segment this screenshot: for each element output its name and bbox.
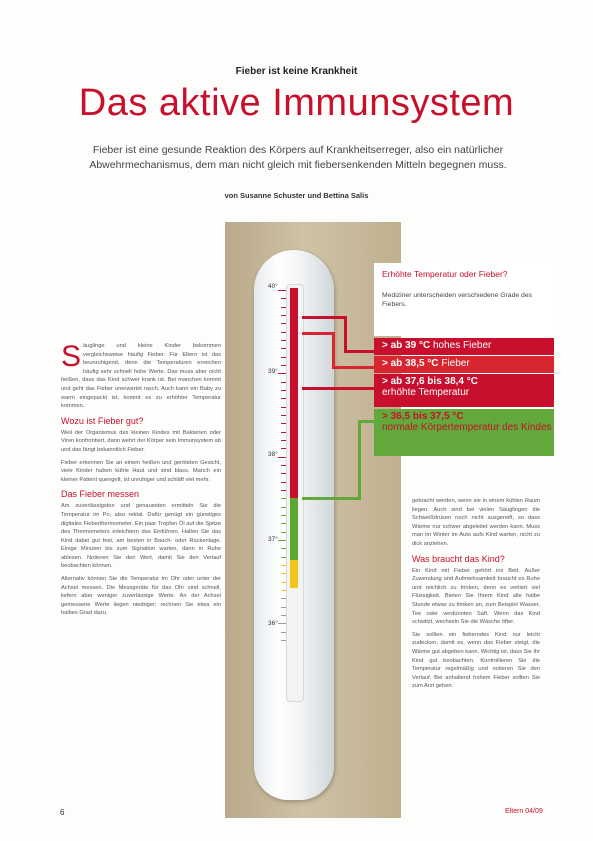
scale-tick [281,323,286,324]
section-heading: Das Fieber messen [61,489,140,500]
mercury-normal [290,498,298,560]
scale-tick [281,482,286,483]
scale-tick [281,573,286,574]
dropcap: S [61,340,82,373]
paragraph: Sie sollten ein fieberndes Kind nur leicht zudecken, damit es, wenn das Fieber steigt, die Wärme gut abgeben kann. Wichtig ist, dass Sie Ihr Kind gut beobachten. Kontrollieren Sie die Temperatur regelmäßig und notieren Sie den Verlauf. Bei anhaltend hohem Fieber sollten Sie zum Arzt gehen. [412,631,540,690]
scale-tick [281,565,286,566]
scale-tick [278,540,286,541]
intro-text: äuglinge und kleine Kinder bekommen vergleichsweise häufig Fieber. Für Eltern ist das beunruhigend, denn die Temperaturen erreichen häufig sehr schnell hohe Werte. Das muss aber nicht heißen, dass das Kind schwer krank ist. Bei manchen kommt und geht das Fieber unerwartet rasch. Auch kann ein Baby zu warm eingepackt ist, kommt es zu erhöhter Temperatur kommen. [61,343,221,410]
scale-tick [281,607,286,608]
connector-line [344,350,374,353]
scale-tick [281,548,286,549]
article-column-left [61,342,221,622]
paragraph: Weil der Organismus des kleinen Kindes mit Bakterien oder Viren konfrontiert, dann wehrt der Körper sein Immunsystem ab und das fängt bekanntlich Fieber. [61,429,221,453]
scale-tick [281,440,286,441]
section-heading: Was braucht das Kind? [412,553,505,564]
fever-band-fever: > ab 38,5 °C Fieber [374,356,554,373]
scale-label-39: 39° [268,368,278,375]
scale-tick [281,598,286,599]
article-standfirst: Fieber ist eine gesunde Reaktion des Körpers auf Krankheitserreger, also ein natürlicher Abwehrmechanismus, dem man nicht gleich mit fiebersenkenden Mitteln begegnen muss. [89,144,507,171]
scale-tick [281,590,286,591]
article-headline: Das aktive Immunsystem [78,82,515,124]
scale-tick [281,432,286,433]
connector-line [302,316,346,319]
scale-label-37: 37° [268,536,278,543]
scale-tick [281,465,286,466]
scale-tick [278,623,286,624]
paragraph: Am zuverlässigsten und genauesten ermitteln Sie die Temperatur im Po, also rektal. Dafür genügt ein günstiges digitales Fieberthermometer. Ein paar Tropfen Öl auf die Spitze des Thermometers erleichtern das Einführen. Halten Sie das Kind dabei gut fest, am besten in Bauch- oder Rückenlage. Einige Minuten bis zum Signalton warten, dann in Ruhe ablesen. Notieren Sie den Wert, damit Sie den Verlauf beobachten können. [61,503,221,570]
section-heading: Wozu ist Fieber gut? [61,415,144,426]
scale-tick [281,507,286,508]
article-byline: von Susanne Schuster und Bettina Salis [224,191,369,200]
scale-tick [281,382,286,383]
fever-band-high: > ab 39 °C hohes Fieber [374,338,554,355]
scale-tick [278,373,286,374]
connector-line [302,497,360,500]
fever-band-elevated: > ab 37,6 bis 38,4 °C erhöhte Temperatur [374,374,554,407]
scale-tick [281,515,286,516]
scale-tick [281,632,286,633]
scale-tick [281,640,286,641]
paragraph: gebracht werden, wenn sie in einem kühlen Raum liegen. Auch sind bei vielen Säuglingen die Schweißdrüsen noch nicht ausgereift, so dass Wärme nur schwer abgeleitet werden kann. Muss man im Winter im Auto aufs Kind warten, nicht zu dick anziehen. [412,498,540,547]
fever-band-normal: > 36,5 bis 37,5 °C normale Körpertemperatur des Kindes [374,409,554,456]
scale-tick [281,298,286,299]
scale-tick [281,315,286,316]
callout-title: Erhöhte Temperatur oder Fieber? [382,269,508,279]
callout-subtitle: Mediziner unterscheiden verschiedene Grade des Fiebers. [382,292,532,308]
scale-tick [281,398,286,399]
mercury-high [290,288,298,498]
magazine-folio: Eltern 04/09 [505,808,543,815]
scale-tick [281,415,286,416]
scale-tick [281,490,286,491]
scale-tick [281,532,286,533]
scale-tick [281,523,286,524]
connector-line [332,332,335,369]
scale-tick [281,582,286,583]
scale-tick [281,498,286,499]
scale-tick [281,448,286,449]
scale-tick [281,615,286,616]
scale-label-36: 36° [268,620,278,627]
scale-tick [281,365,286,366]
scale-tick [281,348,286,349]
scale-label-38: 38° [268,451,278,458]
connector-line [358,420,361,500]
scale-tick [281,557,286,558]
scale-label-40: 40° [268,283,278,290]
mercury-low [290,560,298,588]
scale-tick [281,390,286,391]
scale-tick [281,332,286,333]
connector-line [358,420,374,423]
scale-tick [281,473,286,474]
scale-tick [278,290,286,291]
connector-line [302,332,334,335]
article-column-right [412,497,540,695]
scale-tick [278,457,286,458]
scale-tick [281,307,286,308]
paragraph: Ein Kind mit Fieber gehört ins Bett. Außer Zuwendung und Aufmerksamkeit braucht es Ruhe und reichlich zu trinken, denn es verliert viel Flüssigkeit. Bieten Sie Ihrem Kind alle halbe Stunde etwas zu trinken an, zum Beispiel Wasser, Tee oder verdünnten Saft. Wenn das Kind schwitzt, wechseln Sie die Wäsche öfter. [412,567,540,626]
article-kicker: Fieber ist keine Krankheit [235,66,358,77]
connector-line [332,366,374,369]
connector-line [344,316,347,352]
paragraph: Alternativ können Sie die Temperatur im Ohr oder unter der Achsel messen. Die Messgeräte für das Ohr sind schnell, liefern aber weniger zuverlässige Werte. An der Achsel gemessene Werte liegen niedriger; rechnen Sie etwa ein halbes Grad dazu. [61,576,221,617]
scale-tick [281,423,286,424]
paragraph: Fieber erkennen Sie an einem heißen und geröteten Gesicht, viele Kinder haben kühle Haut und sind blass. Manch ein kleiner Patient quengelt, ist unruhiger und schläft viel mehr. [61,459,221,483]
connector-line [302,387,374,390]
page-number: 6 [60,808,65,817]
scale-tick [281,340,286,341]
scale-tick [281,407,286,408]
scale-tick [281,357,286,358]
